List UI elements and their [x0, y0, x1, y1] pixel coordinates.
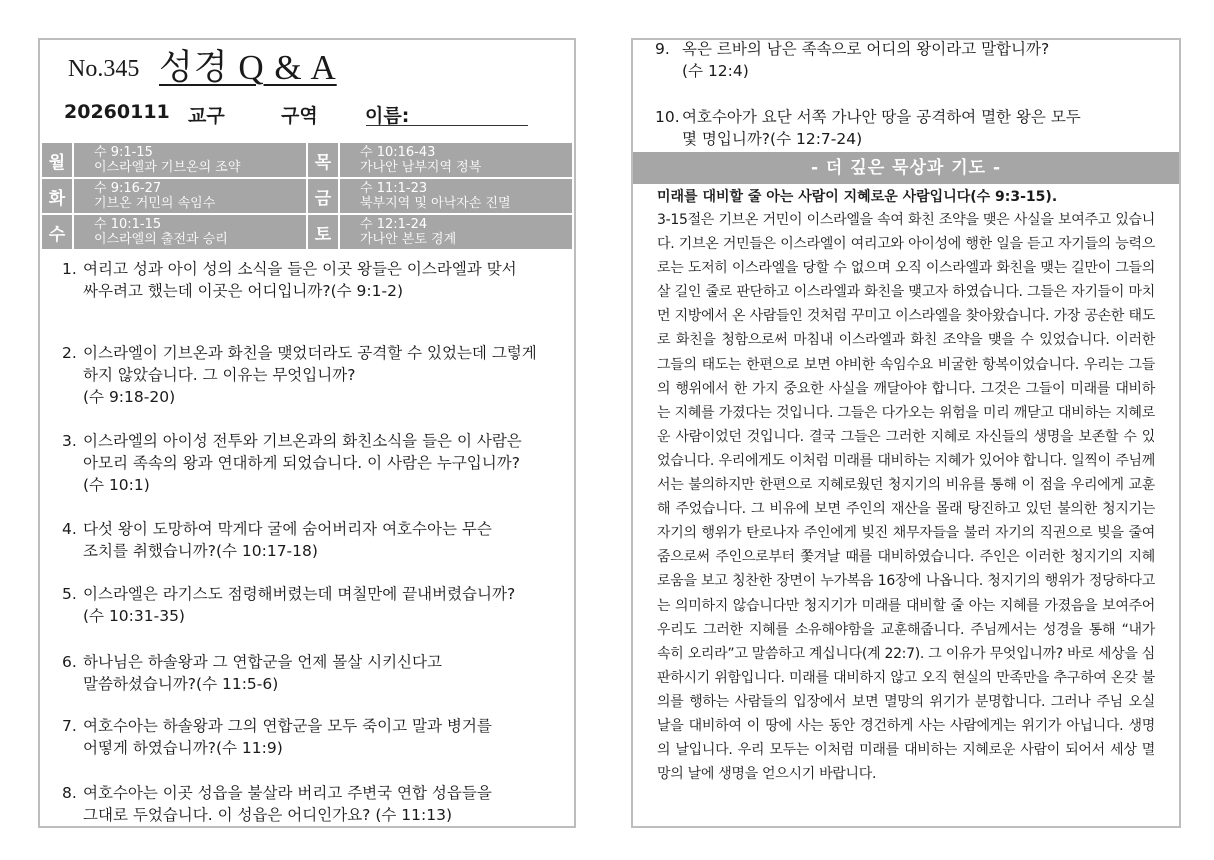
day-cell: 화 — [41, 178, 73, 214]
reading-title: 북부지역 및 아낙자손 진멸 — [360, 196, 511, 211]
reading-plan-row — [41, 142, 573, 178]
reading-ref: 수 9:1-15 — [94, 145, 153, 160]
name-blank-line[interactable] — [366, 125, 528, 126]
reading-title: 기브온 거민의 속임수 — [94, 196, 216, 211]
reading-ref: 수 9:16-27 — [94, 181, 162, 196]
question-number: 4. — [62, 520, 77, 538]
question-text: 여호수아가 요단 서쪽 가나안 땅을 공격하여 멸한 왕은 모두 몇 명입니까?(수 12:7-24) — [682, 108, 1081, 148]
day-cell: 목 — [307, 142, 339, 178]
reading-cell — [73, 214, 307, 250]
name-label: 이름: — [365, 105, 410, 127]
question-text: 여리고 성과 아이 성의 소식을 들은 이곳 왕들은 이스라엘과 맞서 싸우려고 했는데 이곳은 어디입니까?(수 9:1-2) — [83, 260, 517, 300]
reading-ref: 수 12:1-24 — [360, 217, 428, 232]
question-item — [62, 518, 492, 562]
question-item — [62, 782, 492, 826]
reading-title: 이스라엘과 기브온의 조약 — [94, 160, 241, 175]
question-number: 10. — [655, 108, 680, 126]
meditation-body: 3-15절은 기브온 거민이 이스라엘을 속여 화친 조약을 맺은 사실을 보여주고 있습니다. 기브온 거민들은 이스라엘이 여리고와 아이성에 행한 일을 듣고 자기들의 능력으로는 도저히 이스라엘을 당할 수 없으며 오직 이스라엘과 화친을 맺는 길만이 그들의 살 길인 줄로 판단하고 이스라엘과 화친을 맺고자 하였습니다. 그들은 자기들이 마치 먼 지방에서 온 사람들인 것처럼 꾸미고 이스라엘을 찾아왔습니다. 가장 공손한 태도로 화친을 청함으로써 마침내 이스라엘과 화친 조약을 맺을 수 있었습니다. 이러한 그들의 태도는 한편으로 보면 야비한 속임수요 비굴한 항복이었습니다. 우리는 그들의 행위에서 한 가지 중요한 사실을 깨달아야 합니다. 그것은 그들이 미래를 대비하는 지혜를 가졌다는 것입니다. 그들은 다가오는 위험을 미리 깨닫고 대비하는 지혜로운 사람이었던 것입니다. 결국 그들은 그러한 지혜로 자신들의 생명을 보존할 수 있었습니다. 우리에게도 이처럼 미래를 대비하는 지혜가 있어야 합니다. 일찍이 주님께서는 불의하지만 한편으로 지혜로웠던 청지기의 비유를 통해 이 점을 우리에게 교훈해 주었습니다. 그 비유에 보면 주인의 재산을 몰래 탕진하고 있던 불의한 청지기는 자기의 행위가 탄로나자 주인에게 빚진 채무자들을 불러 자기의 직권으로 빚을 줄여줌으로써 주인으로부터 쫓겨날 때를 대비하였습니다. 주인은 이러한 청지기의 지혜로움을 보고 칭찬한 장면이 누가복음 16장에 나옵니다. 청지기의 행위가 정당하다고는 의미하지 않습니다만 청지기가 미래를 대비할 줄 아는 지혜를 가졌음을 보여주어 우리도 그러한 지혜를 소유해야함을 교훈해줍니다. 주님께서는 성경을 통해 “내가 속히 오리라”고 말씀하고 계십니다(계 22:7). 그 이유가 무엇입니까? 바로 세상을 심판하시기 위함입니다. 미래를 대비하지 않고 오직 현실의 만족만을 추구하여 온갖 불의를 행하는 사람들의 입장에서 보면 멸망의 위기가 분명합니다. 그러나 주님 오실 날을 대비하여 이 땅에 사는 동안 경건하게 사는 사람에게는 위기가 아닙니다. 생명의 날입니다. 우리 모두는 이처럼 미래를 대비하는 지혜로운 사람이 되어서 세상 멸망의 날에 생명을 얻으시기 바랍니다. — [657, 212, 1155, 783]
left-page — [38, 38, 576, 828]
question-text: 이스라엘의 아이성 전투와 기브온과의 화친소식을 들은 이 사람은 아모리 족속의 왕과 연대하게 되었습니다. 이 사람은 누구입니까? (수 10:1) — [83, 432, 522, 494]
question-item — [62, 258, 517, 302]
reading-title: 가나안 남부지역 정복 — [360, 160, 482, 175]
question-text: 이스라엘이 기브온과 화친을 맺었더라도 공격할 수 있었는데 그렇게 하지 않았습니다. 그 이유는 무엇입니까? (수 9:18-20) — [83, 344, 537, 406]
question-item — [62, 651, 442, 695]
day-cell: 수 — [41, 214, 73, 250]
reading-ref: 수 11:1-23 — [360, 181, 428, 196]
reading-cell — [73, 142, 307, 178]
question-text: 하나님은 하솔왕과 그 연합군을 언제 몰살 시키신다고 말씀하셨습니까?(수 11:5-6) — [83, 653, 442, 693]
question-number: 1. — [62, 260, 77, 278]
area-label: 구역 — [281, 105, 318, 127]
question-number: 8. — [62, 784, 77, 802]
question-item — [655, 106, 1165, 150]
question-item — [62, 583, 515, 627]
reading-cell — [339, 214, 573, 250]
reading-plan-row — [41, 214, 573, 250]
right-page — [631, 38, 1181, 828]
reading-cell — [73, 178, 307, 214]
question-text: 다섯 왕이 도망하여 막게다 굴에 숨어버리자 여호수아는 무슨 조치를 취했습니까?(수 10:17-18) — [83, 520, 492, 560]
day-cell: 금 — [307, 178, 339, 214]
reading-title: 이스라엘의 출전과 승리 — [94, 232, 228, 247]
reading-ref: 수 10:16-43 — [360, 145, 436, 160]
question-item — [62, 342, 537, 408]
question-number: 6. — [62, 653, 77, 671]
question-number: 3. — [62, 432, 77, 450]
reading-cell — [339, 142, 573, 178]
question-item — [62, 430, 522, 496]
issue-number: No.345 — [68, 56, 140, 82]
day-cell: 토 — [307, 214, 339, 250]
day-cell: 월 — [41, 142, 73, 178]
question-text: 여호수아는 하솔왕과 그의 연합군을 모두 죽이고 말과 병거를 어떻게 하였습니까?(수 11:9) — [83, 717, 492, 757]
meditation-title: 미래를 대비할 줄 아는 사람이 지혜로운 사람입니다(수 9:3-15). — [657, 189, 1058, 205]
reading-title: 가나안 본토 경계 — [360, 232, 457, 247]
meditation-band: - 더 깊은 묵상과 기도 - — [633, 152, 1179, 184]
page-title: 성경 Q & A — [159, 48, 337, 87]
question-number: 7. — [62, 717, 77, 735]
reading-ref: 수 10:1-15 — [94, 217, 162, 232]
question-item — [62, 715, 492, 759]
question-text: 여호수아는 이곳 성읍을 불살라 버리고 주변국 연합 성읍들을 그대로 두었습니다. 이 성읍은 어디인가요? (수 11:13) — [83, 784, 492, 824]
question-text: 옥은 르바의 남은 족속으로 어디의 왕이라고 말합니까? (수 12:4) — [682, 40, 1050, 80]
question-text: 이스라엘은 라기스도 점령해버렸는데 며칠만에 끝내버렸습니까? (수 10:31-35) — [83, 585, 516, 625]
district-label: 교구 — [188, 105, 225, 127]
reading-plan-table — [40, 141, 574, 251]
question-item — [655, 38, 1165, 82]
question-number: 5. — [62, 585, 77, 603]
question-number: 2. — [62, 344, 77, 362]
date: 20260111 — [64, 101, 170, 123]
question-number: 9. — [655, 40, 670, 58]
reading-plan-row — [41, 178, 573, 214]
reading-cell — [339, 178, 573, 214]
